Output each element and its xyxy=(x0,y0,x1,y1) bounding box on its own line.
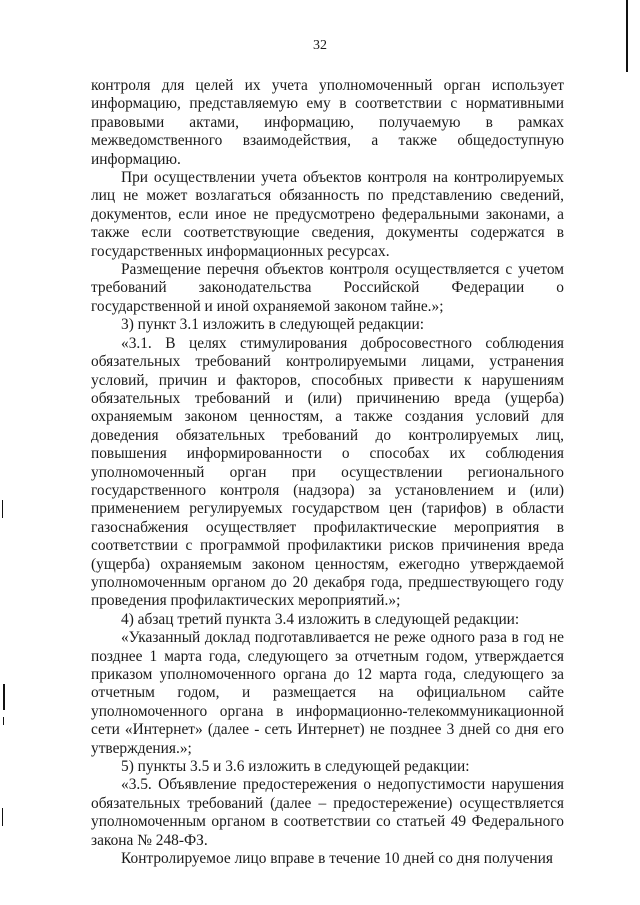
scan-edge-mark xyxy=(2,500,3,518)
paragraph: «3.5. Объявление предостережения о недопустимости нарушения обязательных требований (далее – предостережение) осуществляется уполномоченным органом в соответствии со статьей 49 Федерального закона № 248-ФЗ. xyxy=(91,776,564,849)
scan-edge-mark xyxy=(3,684,5,710)
paragraph: 4) абзац третий пункта 3.4 изложить в следующей редакции: xyxy=(121,610,520,628)
paragraph: «Указанный доклад подготавливается не реже одного раза в год не позднее 1 марта года, следующего за отчетным годом, утверждается приказом уполномоченного органа до 12 марта года, следующего за отчетным годом, и размещается на официальном сайте уполномоченного органа в информационно-телекоммуникационной сети «Интернет» (далее - сеть Интернет) не позднее 3 дней со дня его утверждения.»; xyxy=(91,629,564,757)
document-body xyxy=(91,77,564,868)
paragraph: Контролируемое лицо вправе в течение 10 дней со дня получения xyxy=(121,850,553,868)
scan-edge-mark xyxy=(626,0,628,72)
scan-edge-mark xyxy=(3,717,4,725)
paragraph: «3.1. В целях стимулирования добросовестного соблюдения обязательных требований контролируемыми лицами, устранения условий, причин и факторов, способных привести к нарушениям обязательных требований и (или) причинению вреда (ущерба) охраняемым законом ценностям, а также создания условий для доведения обязательных требований до контролируемых лиц, повышения информированности о способах их соблюдения уполномоченный орган при осуществлении регионального государственного контроля (надзора) за установлением и (или) применением регулируемых государством цен (тарифов) в области газоснабжения осуществляет профилактические мероприятия в соответствии с программой профилактики рисков причинения вреда (ущерба) охраняемым законом ценностям, ежегодно утверждаемой уполномоченным органом до 20 декабря года, предшествующего году проведения профилактических мероприятий.»; xyxy=(91,334,564,610)
paragraph: 3) пункт 3.1 изложить в следующей редакции: xyxy=(121,316,425,334)
paragraph: контроля для целей их учета уполномоченный орган использует информацию, представляемую ему в соответствии с нормативными правовыми актами, информацию, получаемую в рамках межведомственного взаимодействия, а также общедоступную информацию. xyxy=(91,77,564,168)
paragraph: 5) пункты 3.5 и 3.6 изложить в следующей редакции: xyxy=(121,758,470,776)
paragraph: Размещение перечня объектов контроля осуществляется с учетом требований законодательства Российской Федерации о государственной и иной охраняемой законом тайне.»; xyxy=(91,261,564,315)
page-number: 32 xyxy=(313,38,327,53)
paragraph: При осуществлении учета объектов контроля на контролируемых лиц не может возлагаться обязанность по представлению сведений, документов, если иное не предусмотрено федеральными законами, а также если соответствующие сведения, документы содержатся в государственных информационных ресурсах. xyxy=(91,169,564,260)
scan-edge-mark xyxy=(2,808,3,826)
